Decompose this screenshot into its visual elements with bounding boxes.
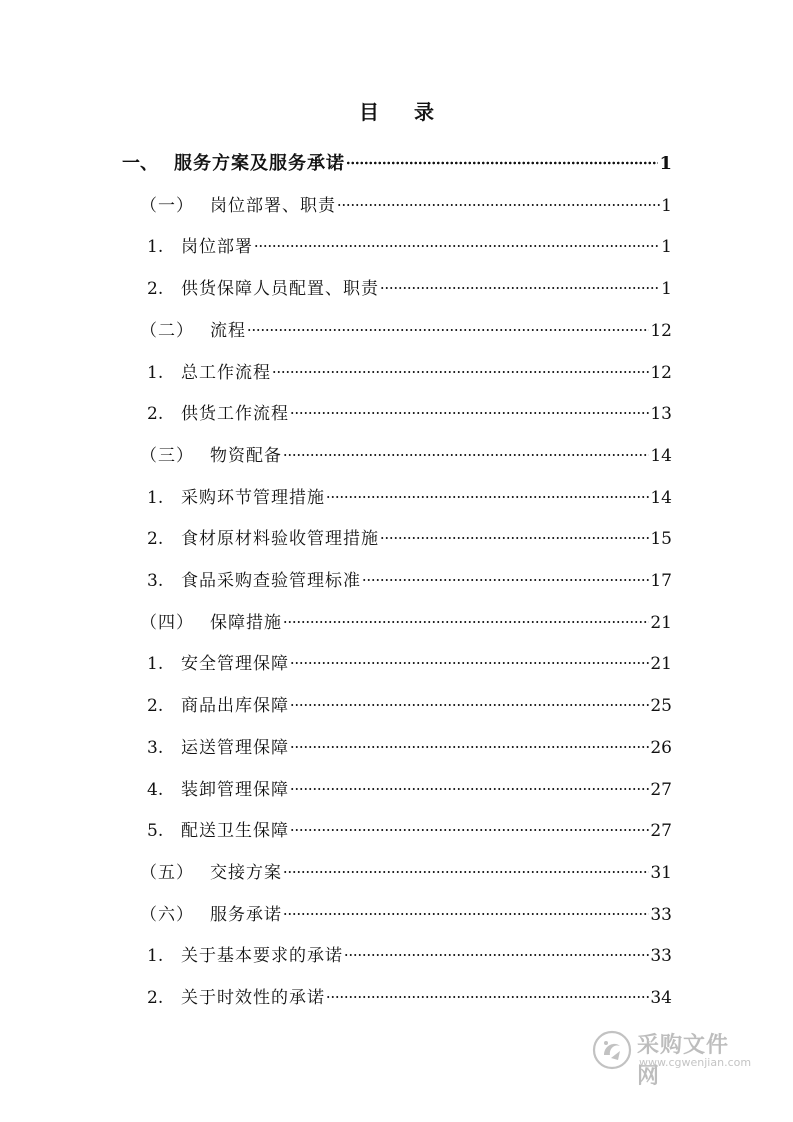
toc-entry-page: 1: [661, 279, 672, 300]
toc-dot-leader: [290, 745, 649, 749]
toc-entry-number: 2.: [147, 404, 164, 425]
toc-entry[interactable]: [147, 736, 672, 760]
toc-dot-leader: [380, 536, 649, 540]
toc-entry[interactable]: [140, 444, 672, 468]
toc-entry-number: （六）: [140, 904, 194, 925]
toc-entry-title: 运送管理保障: [181, 737, 289, 758]
toc-dot-leader: [290, 828, 649, 832]
toc-entry-number: （四）: [140, 612, 194, 633]
toc-entry[interactable]: [147, 361, 672, 385]
toc-entry-title: 关于时效性的承诺: [181, 988, 325, 1008]
toc-entry[interactable]: [147, 944, 672, 968]
toc-entry-page: 14: [650, 445, 672, 466]
toc-entry-page: 12: [650, 320, 672, 341]
toc-entry-title: 供货保障人员配置、职责: [181, 279, 379, 300]
toc-entry-number: 4.: [147, 779, 164, 800]
toc-entry-title: 食品采购查验管理标准: [181, 571, 361, 591]
toc-entry-page: 25: [650, 696, 672, 717]
toc-dot-leader: [283, 453, 649, 457]
toc-entry-page: 33: [650, 946, 672, 967]
toc-dot-leader: [247, 328, 649, 332]
toc-entry-number: 2.: [147, 279, 164, 300]
toc-dot-leader: [344, 953, 649, 957]
toc-entry-number: 1.: [147, 487, 164, 508]
toc-entry-number: （一）: [140, 195, 194, 216]
toc-entry-page: 1: [661, 195, 672, 216]
toc-entry[interactable]: [140, 861, 672, 885]
toc-entry-number: 2.: [147, 529, 164, 550]
toc-dot-leader: [290, 661, 649, 665]
toc-entry[interactable]: [140, 903, 672, 927]
toc-entry-title: 配送卫生保障: [181, 821, 289, 842]
toc-entry-page: 17: [650, 571, 672, 591]
toc-entry-page: 1: [661, 237, 672, 258]
toc-entry[interactable]: [147, 778, 672, 802]
toc-entry-page: 33: [650, 904, 672, 925]
toc-entry-page: 12: [650, 362, 672, 383]
toc-entry-number: 一、: [122, 153, 158, 174]
watermark: [591, 1026, 752, 1089]
toc-dot-leader: [346, 161, 658, 165]
toc-entry-page: 15: [650, 529, 672, 550]
toc-entry-title: 流程: [210, 320, 246, 341]
toc-entry-page: 14: [650, 487, 672, 508]
toc-entry[interactable]: [147, 819, 672, 843]
toc-entry-number: 1.: [147, 237, 164, 258]
toc-entry-title: 服务承诺: [210, 904, 282, 925]
toc-entry-number: 5.: [147, 821, 164, 842]
toc-entry-title: 岗位部署、职责: [210, 195, 336, 216]
watermark-title: 采购文件网: [637, 1033, 730, 1089]
toc-entry-number: 3.: [147, 571, 164, 591]
toc-entry-number: 2.: [147, 696, 164, 717]
toc-entry-title: 关于基本要求的承诺: [181, 946, 343, 967]
toc-dot-leader: [326, 995, 649, 999]
toc-entry-page: 13: [650, 404, 672, 425]
toc-entry-number: （二）: [140, 320, 194, 341]
toc-entry-number: 1.: [147, 362, 164, 383]
cgwenjian-logo-icon: [591, 1029, 633, 1071]
toc-entry-title: 岗位部署: [181, 237, 253, 258]
toc-entry-title: 采购环节管理措施: [181, 487, 325, 508]
toc-entry[interactable]: [147, 652, 672, 676]
toc-entry[interactable]: [122, 152, 672, 176]
toc-entry-title: 供货工作流程: [181, 404, 289, 425]
toc-entry-page: 21: [650, 654, 672, 675]
toc-entry-title: 食材原材料验收管理措施: [181, 529, 379, 550]
toc-entry-page: 26: [650, 737, 672, 758]
toc-entry-title: 总工作流程: [181, 362, 271, 383]
toc-dot-leader: [326, 495, 649, 499]
toc-entry-title: 交接方案: [210, 862, 282, 883]
toc-entry[interactable]: [147, 569, 672, 593]
toc-dot-leader: [380, 286, 660, 290]
toc-entry-page: 31: [650, 862, 672, 883]
toc-entry[interactable]: [147, 277, 672, 301]
toc-entry[interactable]: [147, 486, 672, 510]
toc-dot-leader: [283, 620, 649, 624]
toc-entry[interactable]: [147, 694, 672, 718]
toc-entry[interactable]: [140, 611, 672, 635]
toc-dot-leader: [362, 578, 649, 582]
toc-entry-title: 商品出库保障: [181, 696, 289, 717]
toc-entry[interactable]: [147, 235, 672, 259]
toc-entry-title: 物资配备: [210, 445, 282, 466]
toc-entry-title: 装卸管理保障: [181, 779, 289, 800]
toc-title: 目 录: [359, 100, 448, 124]
toc-entry[interactable]: [147, 527, 672, 551]
toc-dot-leader: [283, 870, 649, 874]
toc-entry[interactable]: [140, 194, 672, 218]
toc-entry-number: （三）: [140, 445, 194, 466]
toc-dot-leader: [254, 244, 660, 248]
toc-entry-number: 2.: [147, 988, 164, 1008]
toc-dot-leader: [290, 703, 649, 707]
toc-entry-page: 1: [659, 153, 672, 174]
toc-entry[interactable]: [147, 986, 672, 1010]
toc-entry[interactable]: [147, 402, 672, 426]
toc-dot-leader: [272, 370, 649, 374]
toc-dot-leader: [283, 912, 649, 916]
toc-entry-number: 3.: [147, 737, 164, 758]
toc-entry-number: （五）: [140, 862, 194, 883]
toc-dot-leader: [290, 411, 649, 415]
toc-entry-page: 27: [650, 821, 672, 842]
toc-entry-number: 1.: [147, 946, 164, 967]
toc-dot-leader: [290, 787, 649, 791]
toc-entry-page: 27: [650, 779, 672, 800]
toc-entry-title: 安全管理保障: [181, 654, 289, 675]
toc-entry-title: 服务方案及服务承诺: [174, 153, 345, 174]
watermark-url: www.cgwenjian.com: [639, 1056, 752, 1069]
toc-entry[interactable]: [140, 319, 672, 343]
toc-entry-page: 34: [650, 988, 672, 1008]
toc-dot-leader: [337, 203, 660, 207]
toc-entry-title: 保障措施: [210, 612, 282, 633]
toc-entry-page: 21: [650, 612, 672, 633]
toc-entry-number: 1.: [147, 654, 164, 675]
